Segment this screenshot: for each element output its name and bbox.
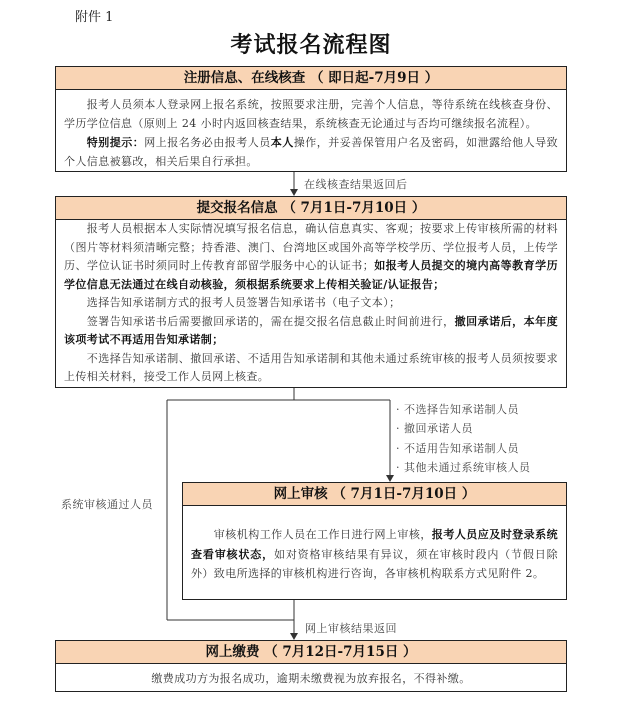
step-review-box xyxy=(182,482,567,600)
step-submit-body xyxy=(56,220,566,387)
page-title: 考试报名流程图 xyxy=(230,32,392,58)
step-payment-body xyxy=(56,664,566,688)
body-text: 签署告知承诺书后需要撤回承诺的，需在提交报名信息截止时间前进行， xyxy=(86,314,455,328)
body-text: 操作，并妥善保管用户名及密码，如泄露给他人导致个人信息被篡改，相关后果自行承担。 xyxy=(64,136,559,168)
group-label: 不选择告知承诺制人员 xyxy=(404,403,519,416)
group-label: 不适用告知承诺制人员 xyxy=(404,441,519,455)
body-text: 网上报名务必由报考人员 xyxy=(144,136,271,149)
group-label: 其他未通过系统审核人员 xyxy=(404,460,531,474)
arrowhead-to-step4 xyxy=(290,633,298,640)
arrowhead-to-step2 xyxy=(290,189,298,196)
arrowhead-to-step3 xyxy=(386,475,394,482)
label-system-approved: 系统审核通过人员 xyxy=(61,498,153,511)
bullet: · xyxy=(396,460,400,474)
commitment-withdrawal xyxy=(64,313,558,350)
bullet: · xyxy=(396,441,400,455)
commitment-option xyxy=(64,294,558,313)
body-text: 不选择告知承诺制、撤回承诺、不适用告知承诺制和其他未通过系统审核的报考人员须按要求上传相关材料，接受工作人员网上核查。 xyxy=(64,351,558,383)
step-payment-header: 网上缴费 （ 7月12日-7月15日 ） xyxy=(56,641,566,664)
step-submit-box xyxy=(55,196,567,388)
body-text: 报考人员须本人登录网上报名系统，按照要求注册，完善个人信息，等待系统在线核查身份、学历学位信息（原则上 24 小时内返回核查结果，系统核查无论通过与否均可继续报名流程）。 xyxy=(64,98,558,130)
register-instructions xyxy=(64,95,558,133)
step-review-body xyxy=(183,506,566,584)
step-register-body xyxy=(56,90,566,171)
body-text: 缴费成功方为报名成功，逾期未缴费视为放弃报名，不得补缴。 xyxy=(151,672,471,685)
body-text: 如对资格审核结果有异议，须在审核时段内（节假日除外）致电所选择的审核机构进行咨询，各审核机构联系方式见附件 2。 xyxy=(191,547,558,580)
step-submit-header: 提交报名信息 （ 7月1日-7月10日 ） xyxy=(56,197,566,220)
label-after-registration: 在线核查结果返回后 xyxy=(304,178,408,191)
list-item xyxy=(396,439,531,458)
label-after-review: 网上审核结果返回 xyxy=(305,622,397,635)
body-text: 审核机构工作人员在工作日进行网上审核， xyxy=(213,528,432,541)
group-label: 撤回承诺人员 xyxy=(404,422,473,436)
emphasis-text: 如报考人员提交的境内高等教育学历学位信息无法通过在线自动核验，须根据系统要求上传相关验证/认证报告； xyxy=(64,259,558,291)
body-text: 报考人员根据本人实际情况填写报名信息，确认信息真实、客观；按要求上传审核所需的材料（图片等材料须清晰完整；持香港、澳门、台湾地区或国外高等学校学历、学位报考人员，上传学历、学位认证书时须同时上传教育部留学服务中心的认证书； xyxy=(64,222,558,272)
emphasis-text: 报考人员应及时登录系统查看审核状态， xyxy=(191,528,558,561)
step-review-header: 网上审核 （ 7月1日-7月10日 ） xyxy=(183,483,566,506)
manual-review-groups xyxy=(396,400,531,477)
special-notice-label: 特别提示： xyxy=(86,136,145,149)
step-register-header: 注册信息、在线核查 （ 即日起-7月9日 ） xyxy=(56,67,566,90)
step-payment-box xyxy=(55,640,567,692)
special-notice xyxy=(64,133,558,171)
list-item xyxy=(396,458,531,477)
review-instructions xyxy=(191,525,558,584)
bullet: · xyxy=(396,403,400,416)
list-item xyxy=(396,400,531,419)
list-item xyxy=(396,419,531,438)
manual-review-note xyxy=(64,350,558,387)
emphasis-text: 撤回承诺后，本年度该项考试不再适用告知承诺制； xyxy=(64,314,558,346)
payment-note xyxy=(64,669,558,688)
submit-instructions xyxy=(64,220,558,294)
bullet: · xyxy=(396,422,400,436)
emphasis-text: 本人 xyxy=(270,136,294,149)
step-register-box xyxy=(55,66,567,172)
body-text: 选择告知承诺制方式的报考人员签署告知承诺书（电子文本）； xyxy=(86,296,401,309)
attachment-label: 附件 1 xyxy=(75,10,114,25)
